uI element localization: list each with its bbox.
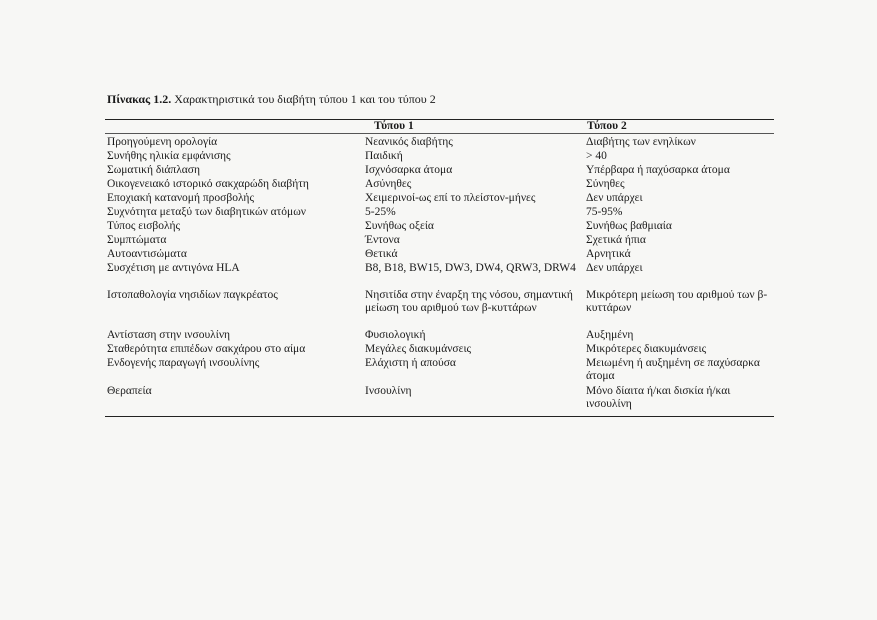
- table-cell-type2: Σύνηθες: [586, 178, 625, 190]
- table-cell-type2: 75-95%: [586, 206, 623, 218]
- table-cell-feature: Σταθερότητα επιπέδων σακχάρου στο αίμα: [107, 343, 306, 355]
- table-cell-type2: Μικρότερες διακυμάνσεις: [586, 343, 707, 355]
- table-row: [107, 192, 775, 206]
- table-cell-feature: Σωματική διάπλαση: [107, 164, 201, 176]
- table-cell-feature: Συσχέτιση με αντιγόνα HLA: [107, 262, 240, 274]
- table-row: [107, 343, 775, 357]
- table-row: [107, 262, 775, 289]
- table-cell-type1: Φυσιολογική: [365, 329, 426, 341]
- table-cell-feature: Συμπτώματα: [107, 234, 167, 246]
- table-cell-feature: Εποχιακή κατανομή προσβολής: [107, 192, 254, 204]
- table-header-rule: [105, 133, 774, 134]
- table-cell-type2: Μόνο δίαιτα ή/και δισκία ή/και ινσουλίνη: [586, 385, 731, 411]
- table-cell-feature: Συχνότητα μεταξύ των διαβητικών ατόμων: [107, 206, 306, 218]
- table-cell-feature: Ενδογενής παραγωγή ινσουλίνης: [107, 357, 260, 369]
- column-header-type2: Τύπου 2: [587, 120, 627, 132]
- table-cell-type1: Ινσουλίνη: [365, 385, 412, 397]
- table-caption-label: Πίνακας 1.2.: [107, 92, 172, 106]
- table-row: [107, 357, 775, 385]
- table-cell-feature: Οικογενειακό ιστορικό σακχαρώδη διαβήτη: [107, 178, 309, 190]
- table-cell-feature: Τύπος εισβολής: [107, 220, 181, 232]
- table-row: [107, 164, 775, 178]
- table-cell-feature: Συνήθης ηλικία εμφάνισης: [107, 150, 231, 162]
- table-cell-type1: Έντονα: [365, 234, 400, 246]
- table-caption-text: Χαρακτηριστικά του διαβήτη τύπου 1 και του τύπου 2: [174, 92, 436, 106]
- table-cell-feature: Προηγούμενη ορολογία: [107, 136, 218, 148]
- table-row: [107, 150, 775, 164]
- table-cell-feature: Αντίσταση στην ινσουλίνη: [107, 329, 231, 341]
- table-cell-type1: Ασύνηθες: [365, 178, 412, 190]
- table-cell-type1: Μεγάλες διακυμάνσεις: [365, 343, 472, 355]
- table-cell-type2: Διαβήτης των ενηλίκων: [586, 136, 696, 148]
- table-cell-type1: Συνήθως οξεία: [365, 220, 434, 232]
- table-cell-feature: Θεραπεία: [107, 385, 152, 397]
- table-row: [107, 178, 775, 192]
- table-row: [107, 220, 775, 234]
- table-cell-type1: Νεανικός διαβήτης: [365, 136, 453, 148]
- table-row: [107, 289, 775, 329]
- table-cell-type2: Δεν υπάρχει: [586, 192, 643, 204]
- table-cell-type2: Μικρότερη μείωση του αριθμού των β-κυττάρων: [586, 289, 768, 315]
- table-cell-type1: 5-25%: [365, 206, 396, 218]
- table-cell-type2: Δεν υπάρχει: [586, 262, 643, 274]
- column-header-type1: Τύπου 1: [374, 120, 414, 132]
- table-row: [107, 385, 775, 413]
- table-cell-type1: Χειμερινοί-ως επί το πλείστον-μήνες: [365, 192, 536, 204]
- table-cell-type1: B8, B18, BW15, DW3, DW4, QRW3, DRW4: [365, 262, 576, 274]
- table-cell-type2: Αρνητικά: [586, 248, 631, 260]
- table-cell-feature: Αυτοαντισώματα: [107, 248, 187, 260]
- table-cell-feature: Ιστοπαθολογία νησιδίων παγκρέατος: [107, 289, 278, 301]
- table-row: [107, 136, 775, 150]
- table-cell-type1: Ελάχιστη ή απούσα: [365, 357, 456, 369]
- table-cell-type1: Παιδική: [365, 150, 403, 162]
- table-cell-type2: Υπέρβαρα ή παχύσαρκα άτομα: [586, 164, 730, 176]
- table-cell-type2: Αυξημένη: [586, 329, 634, 341]
- table-caption: [107, 92, 436, 107]
- table-cell-type2: > 40: [586, 150, 607, 162]
- table-row: [107, 234, 775, 248]
- table-body: [107, 136, 775, 413]
- table-cell-type2: Συνήθως βαθμιαία: [586, 220, 672, 232]
- table-cell-type2: Σχετικά ήπια: [586, 234, 646, 246]
- table-cell-type1: Θετικά: [365, 248, 398, 260]
- table-cell-type2: Μειωμένη ή αυξημένη σε παχύσαρκα άτομα: [586, 357, 760, 383]
- table-row: [107, 248, 775, 262]
- table-bottom-rule: [105, 416, 774, 417]
- table-row: [107, 206, 775, 220]
- table-cell-type1: Νησιτίδα στην έναρξη της νόσου, σημαντική μείωση του αριθμού των β-κυττάρων: [365, 289, 573, 315]
- table-row: [107, 329, 775, 343]
- table-top-rule: [105, 119, 774, 120]
- table-cell-type1: Ισχνόσαρκα άτομα: [365, 164, 453, 176]
